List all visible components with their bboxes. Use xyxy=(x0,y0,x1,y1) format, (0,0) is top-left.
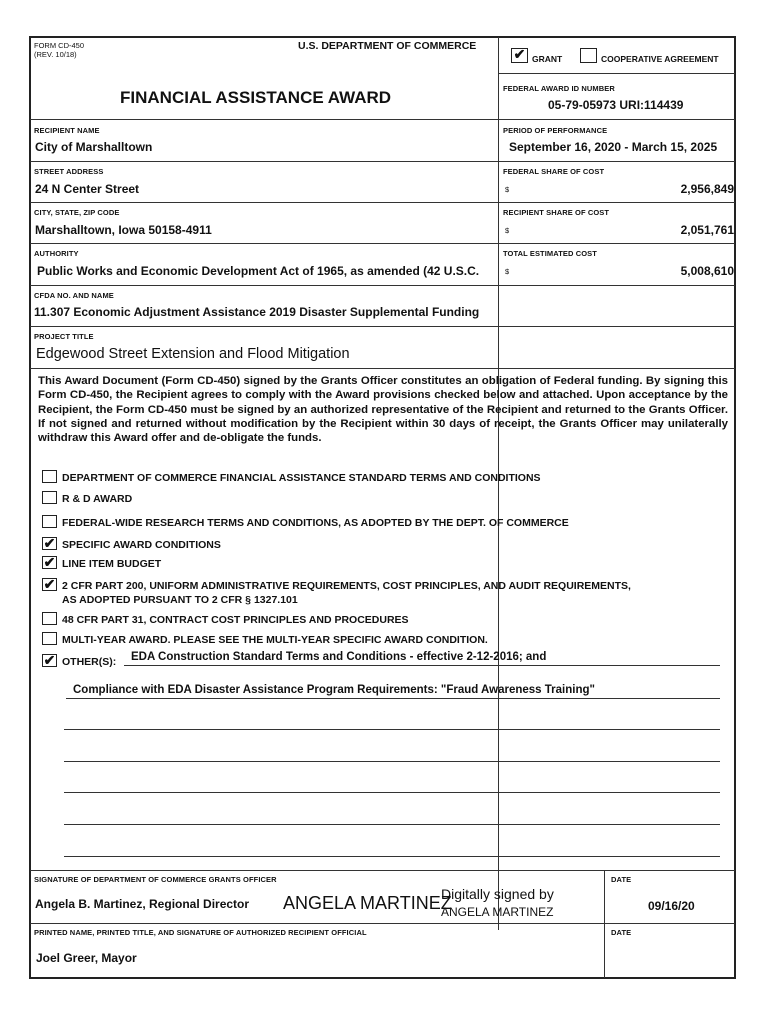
blank-line xyxy=(64,856,720,857)
street-address-value: 24 N Center Street xyxy=(35,182,140,196)
federal-share-currency: $ xyxy=(505,185,510,194)
blank-line xyxy=(64,824,720,825)
label-federal-wide-research: FEDERAL-WIDE RESEARCH TERMS AND CONDITIONS, AS ADOPTED BY THE DEPT. OF COMMERCE xyxy=(62,517,569,529)
cooperative-agreement-checkbox[interactable] xyxy=(580,48,597,63)
cfda-label: CFDA NO. AND NAME xyxy=(34,291,114,300)
cfda-value: 11.307 Economic Adjustment Assistance 2019 Disaster Supplemental Funding xyxy=(34,305,480,319)
others-line-2: Compliance with EDA Disaster Assistance Program Requirements: "Fraud Awareness Training" xyxy=(73,684,595,696)
checkbox-line-item-budget[interactable]: ✔ xyxy=(43,554,56,570)
federal-share-label: FEDERAL SHARE OF COST xyxy=(503,167,605,176)
grant-label: GRANT xyxy=(532,54,563,64)
recipient-official-name: Joel Greer, Mayor xyxy=(36,951,137,965)
label-specific-award-conditions: SPECIFIC AWARD CONDITIONS xyxy=(62,539,221,551)
form-frame xyxy=(29,36,736,979)
digital-signature-caption-name: ANGELA MARTINEZ xyxy=(441,905,554,919)
checkbox-2-cfr-200[interactable]: ✔ xyxy=(43,576,56,592)
period-label: PERIOD OF PERFORMANCE xyxy=(503,126,608,135)
authority-label: AUTHORITY xyxy=(34,249,79,258)
street-address-label: STREET ADDRESS xyxy=(34,167,104,176)
recipient-name-value: City of Marshalltown xyxy=(35,140,153,154)
checkbox-federal-wide-research[interactable] xyxy=(42,515,57,528)
form-title: FINANCIAL ASSISTANCE AWARD xyxy=(120,88,392,107)
checkbox-specific-award-conditions[interactable]: ✔ xyxy=(43,535,56,551)
checkbox-multi-year-award[interactable] xyxy=(42,632,57,645)
award-id-value: 05-79-05973 URI:114439 xyxy=(548,98,684,112)
label-rd-award: R & D AWARD xyxy=(62,493,133,505)
label-2-cfr-200: 2 CFR PART 200, UNIFORM ADMINISTRATIVE REQUIREMENTS, COST PRINCIPLES, AND AUDIT REQUIREMENTS, xyxy=(62,580,631,592)
city-state-zip-label: CITY, STATE, ZIP CODE xyxy=(34,208,120,217)
checkbox-48-cfr-31[interactable] xyxy=(42,612,57,625)
label-standard-terms: DEPARTMENT OF COMMERCE FINANCIAL ASSISTANCE STANDARD TERMS AND CONDITIONS xyxy=(62,472,541,484)
recipient-date-label: DATE xyxy=(611,928,632,937)
cooperative-agreement-label: COOPERATIVE AGREEMENT xyxy=(601,54,719,64)
grants-officer-name: Angela B. Martinez, Regional Director xyxy=(35,897,250,911)
recipient-share-value: 2,051,761 xyxy=(680,223,734,237)
grants-officer-signature-label: SIGNATURE OF DEPARTMENT OF COMMERCE GRANTS OFFICER xyxy=(34,875,277,884)
digital-signature-caption: Digitally signed by xyxy=(441,886,554,902)
recipient-share-label: RECIPIENT SHARE OF COST xyxy=(503,208,610,217)
total-cost-value: 5,008,610 xyxy=(680,264,734,278)
officer-date-label: DATE xyxy=(611,875,632,884)
form-number: FORM CD-450 xyxy=(34,41,85,50)
blank-line xyxy=(64,761,720,762)
total-cost-currency: $ xyxy=(505,267,510,276)
project-title-label: PROJECT TITLE xyxy=(34,332,94,341)
others-line-1: EDA Construction Standard Terms and Conditions - effective 2-12-2016; and xyxy=(131,651,547,663)
authority-value: Public Works and Economic Development Act of 1965, as amended (42 U.S.C. xyxy=(37,264,480,278)
recipient-share-currency: $ xyxy=(505,226,510,235)
recipient-name-label: RECIPIENT NAME xyxy=(34,126,100,135)
label-line-item-budget: LINE ITEM BUDGET xyxy=(62,558,162,570)
award-statement: This Award Document (Form CD-450) signed by the Grants Officer constitutes an obligation of Federal funding. By signing this Form CD-450, the Recipient agrees to comply with the Award provisions checked below and attached. Upon acceptance by the Recipient, the Form CD-450 must be signed by an authorized representative of the Recipient and returned to the Grants Officer. If not signed and returned without modification by the Recipient within 30 days of receipt, the Grants Officer may unilaterally withdraw this Award offer and de-obligate the funds. xyxy=(38,375,728,445)
form-revision: (REV. 10/18) xyxy=(34,50,77,59)
total-cost-label: TOTAL ESTIMATED COST xyxy=(503,249,597,258)
project-title-value: Edgewood Street Extension and Flood Mitigation xyxy=(36,346,350,362)
blank-line xyxy=(64,792,720,793)
period-value: September 16, 2020 - March 15, 2025 xyxy=(509,140,718,154)
recipient-official-label: PRINTED NAME, PRINTED TITLE, AND SIGNATURE OF AUTHORIZED RECIPIENT OFFICIAL xyxy=(34,928,367,937)
city-state-zip-value: Marshalltown, Iowa 50158-4911 xyxy=(35,223,212,237)
officer-date-value: 09/16/20 xyxy=(648,899,695,913)
grant-checkbox[interactable]: ✔ xyxy=(511,48,528,63)
label-multi-year-award: MULTI-YEAR AWARD. PLEASE SEE THE MULTI-YEAR SPECIFIC AWARD CONDITION. xyxy=(62,634,488,646)
label-others: OTHER(S): xyxy=(62,656,117,668)
blank-line xyxy=(64,729,720,730)
department-name: U.S. DEPARTMENT OF COMMERCE xyxy=(298,40,477,52)
label-2-cfr-200-line2: AS ADOPTED PURSUANT TO 2 CFR § 1327.101 xyxy=(62,594,298,606)
federal-share-value: 2,956,849 xyxy=(680,182,734,196)
checkbox-rd-award[interactable] xyxy=(42,491,57,504)
checkbox-others[interactable]: ✔ xyxy=(43,652,56,668)
checkbox-standard-terms[interactable] xyxy=(42,470,57,483)
digital-signature-name: ANGELA MARTINEZ xyxy=(283,893,452,913)
award-id-label: FEDERAL AWARD ID NUMBER xyxy=(503,84,615,93)
label-48-cfr-31: 48 CFR PART 31, CONTRACT COST PRINCIPLES AND PROCEDURES xyxy=(62,614,409,626)
